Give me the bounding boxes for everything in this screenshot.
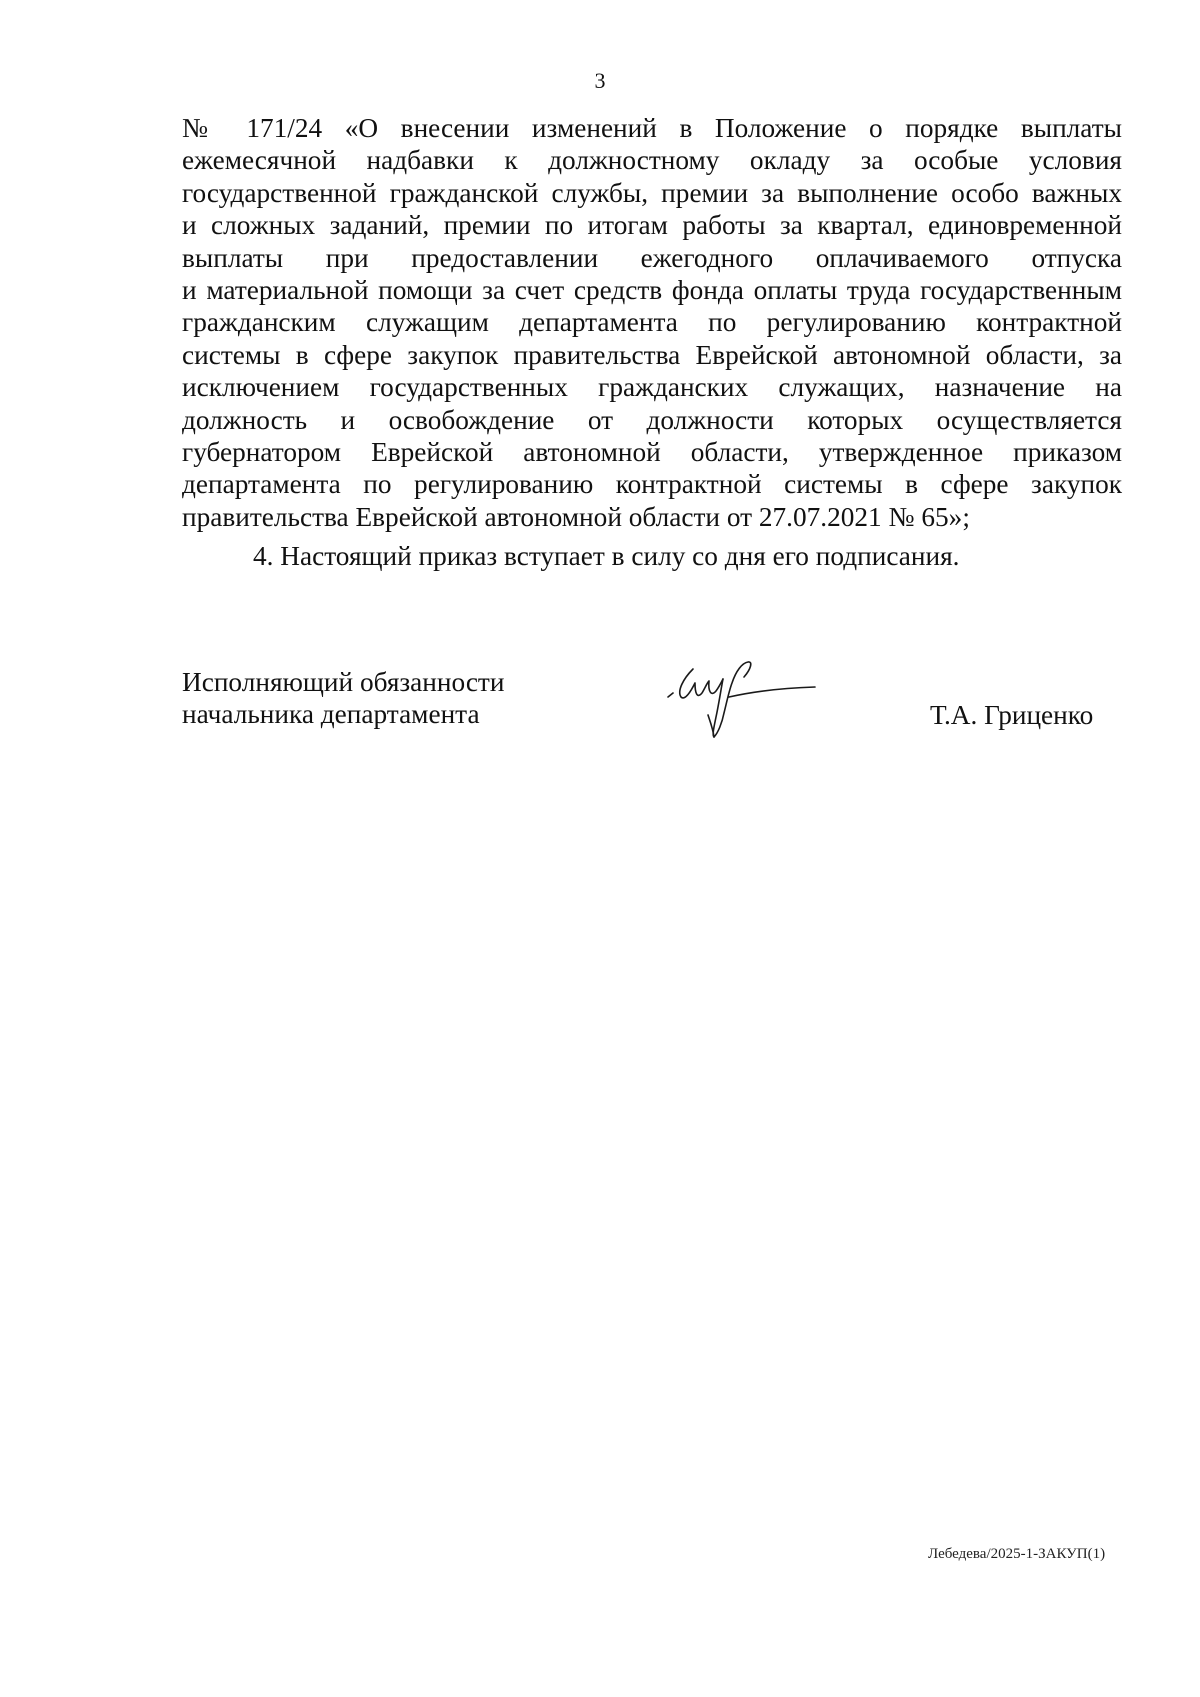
clause-4: 4. Настоящий приказ вступает в силу со дня его подписания.	[253, 541, 960, 571]
paragraph-line: должность и освобождение от должности которых осуществляется	[182, 404, 1122, 435]
handwritten-signature	[665, 655, 855, 755]
paragraph-line: государственной гражданской службы, премии за выполнение особо важных	[182, 177, 1122, 208]
paragraph-line: исключением государственных гражданских служащих, назначение на	[182, 372, 1122, 403]
signer-position-line-1: Исполняющий обязанности	[182, 667, 505, 697]
paragraph-line: ежемесячной надбавки к должностному окладу за особые условия	[182, 145, 1122, 176]
signer-position	[182, 666, 504, 731]
paragraph-line: гражданским служащим департамента по регулированию контрактной	[182, 307, 1122, 338]
signer-name: Т.А. Гриценко	[930, 700, 1094, 730]
paragraph-line: правительства Еврейской автономной области от 27.07.2021 № 65»;	[182, 501, 970, 532]
paragraph-line: и материальной помощи за счет средств фонда оплаты труда государственным	[182, 274, 1122, 305]
paragraph-line: выплаты при предоставлении ежегодного оплачиваемого отпуска	[182, 242, 1122, 273]
paragraph-line: губернатором Еврейской автономной области, утвержденное приказом	[182, 436, 1122, 467]
page-number: 3	[594, 68, 606, 93]
paragraph-continuation	[182, 112, 1122, 533]
paragraph-line: и сложных заданий, премии по итогам работы за квартал, единовременной	[182, 210, 1122, 241]
paragraph-line: системы в сфере закупок правительства Еврейской автономной области, за	[182, 339, 1122, 370]
paragraph-line: № 171/24 «О внесении изменений в Положение о порядке выплаты	[182, 113, 1122, 143]
signer-position-line-2: начальника департамента	[182, 699, 480, 730]
paragraph-line: департамента по регулированию контрактной системы в сфере закупок	[182, 469, 1122, 500]
document-reference-code: Лебедева/2025-1-ЗАКУП(1)	[928, 1546, 1106, 1562]
